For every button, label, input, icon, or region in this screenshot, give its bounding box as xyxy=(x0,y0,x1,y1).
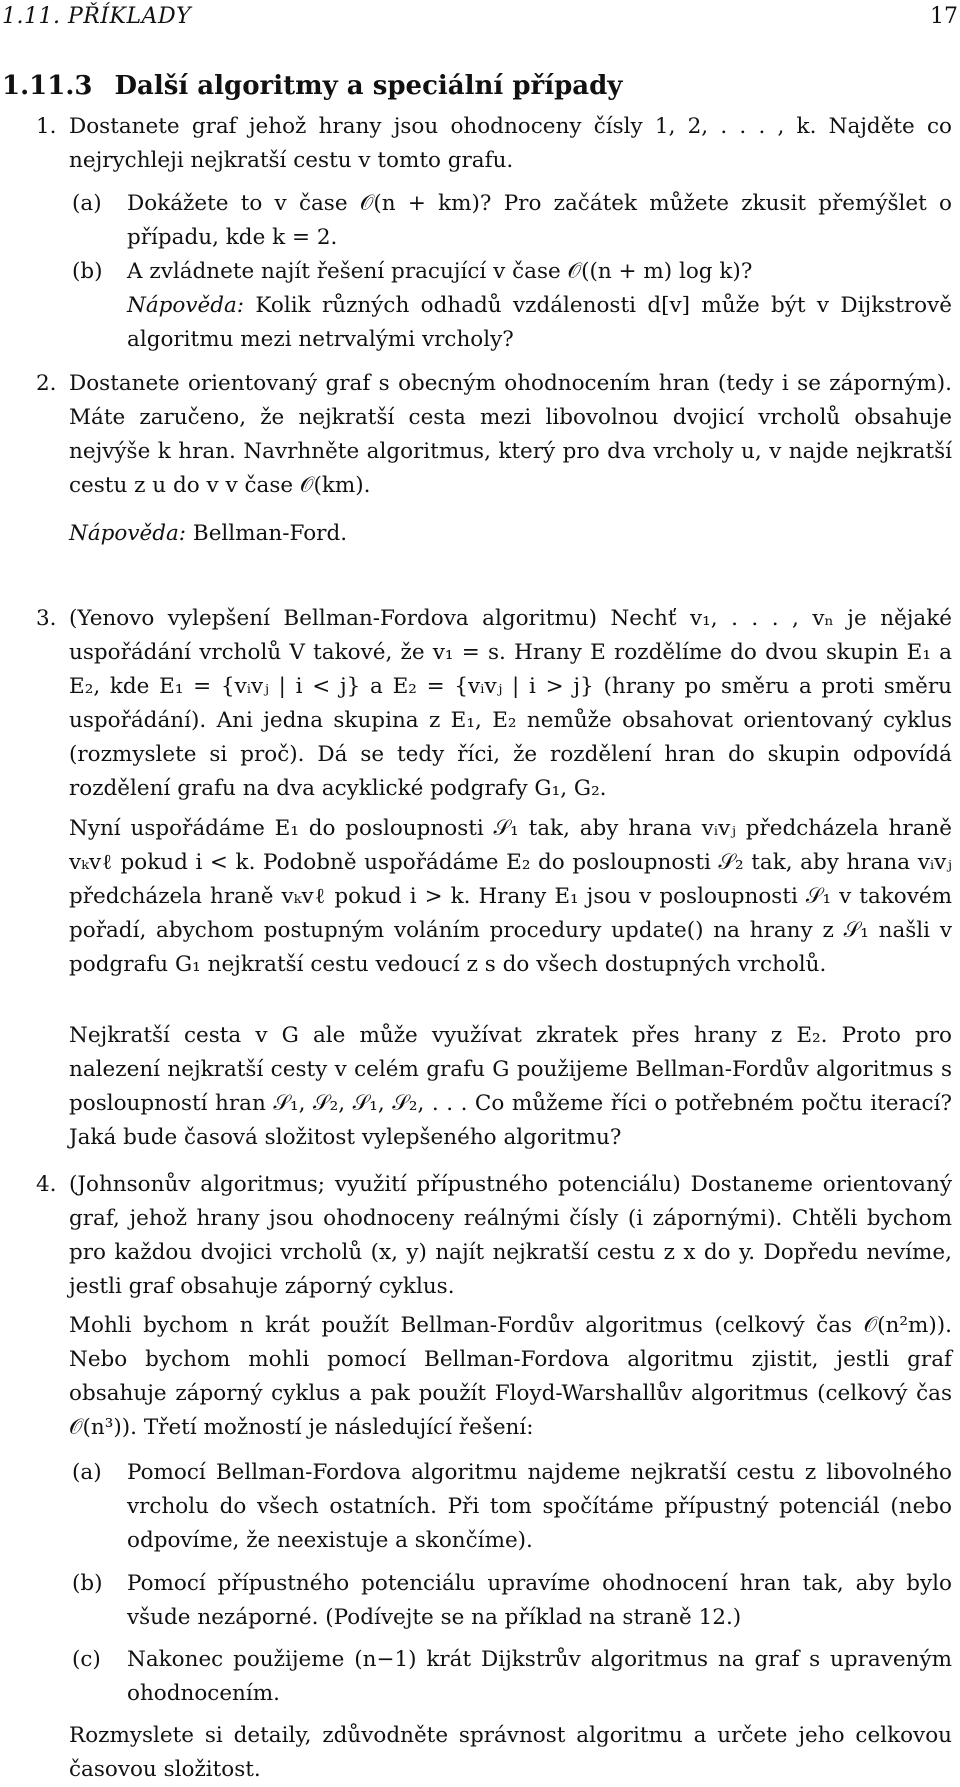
part-text: Dokážete to v čase 𝒪(n + km)? Pro začátek můžete zkusit přemýšlet o případu, kde k = 2. xyxy=(127,191,952,250)
page-number: 17 xyxy=(930,4,958,29)
header-chapter: 1.11. PŘÍKLADY xyxy=(2,4,192,29)
problem-4-paragraph-2: Mohli bychom n krát použít Bellman-Fordův algoritmus (celkový čas 𝒪(n²m)). Nebo bychom mohli pomocí Bellman-Fordova algoritmu zjistit, jestli graf obsahuje záporný cyklus a pak použít Floyd-Warshallův algoritmus (celkový čas 𝒪(n³)). Třetí možností je následující řešení: xyxy=(69,1313,952,1440)
problem-number: 3. xyxy=(36,606,57,631)
section-heading xyxy=(2,69,644,103)
problem-number: 4. xyxy=(36,1172,57,1197)
part-label: (a) xyxy=(72,1460,102,1485)
part-label: (b) xyxy=(72,1571,103,1596)
hint-label: Nápověda: xyxy=(127,293,245,318)
running-header xyxy=(2,0,958,32)
hint-label: Nápověda: xyxy=(69,521,187,546)
problem-3-paragraph-3: Nejkratší cesta v G ale může využívat zkratek přes hrany z E₂. Proto pro nalezení nejkratší cesty v celém grafu G použijeme Bellman-Fordův algoritmus s posloupností hran 𝒮₁, 𝒮₂, 𝒮₁, 𝒮₂, . . . Co můžeme říci o potřebném počtu iterací? Jaká bude časová složitost vylepšeného algoritmu? xyxy=(69,1023,952,1150)
problem-2-hint xyxy=(69,517,952,551)
part-label: (c) xyxy=(72,1647,101,1672)
problem-text: (Johnsonův algoritmus; využití přípustného potenciálu) Dostaneme orientovaný graf, jehož hrany jsou ohodnoceny reálnými čísly (i zápornými). Chtěli bychom pro každou dvojici vrcholů (x, y) najít nejkratší cestu z x do y. Dopředu nevíme, jestli graf obsahuje záporný cyklus. xyxy=(69,1172,952,1299)
hint-text: Bellman-Ford. xyxy=(192,521,348,546)
part-label: (b) xyxy=(72,259,103,284)
part-text: Pomocí Bellman-Fordova algoritmu najdeme nejkratší cestu z libovolného vrcholu do všech ostatních. Při tom spočítáme přípustný potenciál (nebo odpovíme, že neexistuje a skončíme). xyxy=(127,1460,952,1553)
section-number: 1.11.3 xyxy=(2,71,93,101)
hint-text: Kolik různých odhadů vzdálenosti d[v] může být v Dijkstrově algoritmu mezi netrvalými vrcholy? xyxy=(127,293,952,352)
part-label: (a) xyxy=(72,191,102,216)
problem-3-paragraph-2: Nyní uspořádáme E₁ do posloupnosti 𝒮₁ tak, aby hrana vᵢvⱼ předcházela hraně vₖvℓ pokud i < k. Podobně uspořádáme E₂ do posloupnosti 𝒮₂ tak, aby hrana vᵢvⱼ předcházela hraně vₖvℓ pokud i > k. Hrany E₁ jsou v posloupnosti 𝒮₁ v takovém pořadí, abychom postupným voláním procedury update() na hrany z 𝒮₁ našli v podgrafu G₁ nejkratší cestu vedoucí z s do všech dostupných vrcholů. xyxy=(69,816,952,977)
problem-text: Dostanete orientovaný graf s obecným ohodnocením hran (tedy i se záporným). Máte zaručeno, že nejkratší cesta mezi libovolnou dvojicí vrcholů obsahuje nejvýše k hran. Navrhněte algoritmus, který pro dva vrcholy u, v najde nejkratší cestu z u do v v čase 𝒪(km). xyxy=(69,371,952,498)
problem-number: 2. xyxy=(36,371,57,396)
part-text: Nakonec použijeme (n−1) krát Dijkstrův algoritmus na graf s upraveným ohodnocením. xyxy=(127,1647,952,1706)
problem-number: 1. xyxy=(36,114,57,139)
section-title: Další algoritmy a speciální případy xyxy=(114,71,623,101)
problem-text: Dostanete graf jehož hrany jsou ohodnoceny čísly 1, 2, . . . , k. Najděte co nejrychleji nejkratší cestu v tomto grafu. xyxy=(69,114,952,173)
part-text: Pomocí přípustného potenciálu upravíme ohodnocení hran tak, aby bylo všude nezáporné. (Podívejte se na příklad na straně 12.) xyxy=(127,1571,952,1630)
problem-text: (Yenovo vylepšení Bellman-Fordova algoritmu) Nechť v₁, . . . , vₙ je nějaké uspořádání vrcholů V takové, že v₁ = s. Hrany E rozdělíme do dvou skupin E₁ a E₂, kde E₁ = {vᵢvⱼ | i < j} a E₂ = {vᵢvⱼ | i > j} (hrany po směru a proti směru uspořádání). Ani jedna skupina z E₁, E₂ nemůže obsahovat orientovaný cyklus (rozmyslete si proč). Dá se tedy říci, že rozdělení hran do skupin odpovídá rozdělení grafu na dva acyklické podgrafy G₁, G₂. xyxy=(69,606,952,801)
part-question: A zvládnete najít řešení pracující v čase 𝒪((n + m) log k)? xyxy=(127,259,753,284)
part-text xyxy=(127,255,952,357)
problem-4-closing: Rozmyslete si detaily, zdůvodněte správnost algoritmu a určete jeho celkovou časovou složitost. xyxy=(69,1723,952,1782)
